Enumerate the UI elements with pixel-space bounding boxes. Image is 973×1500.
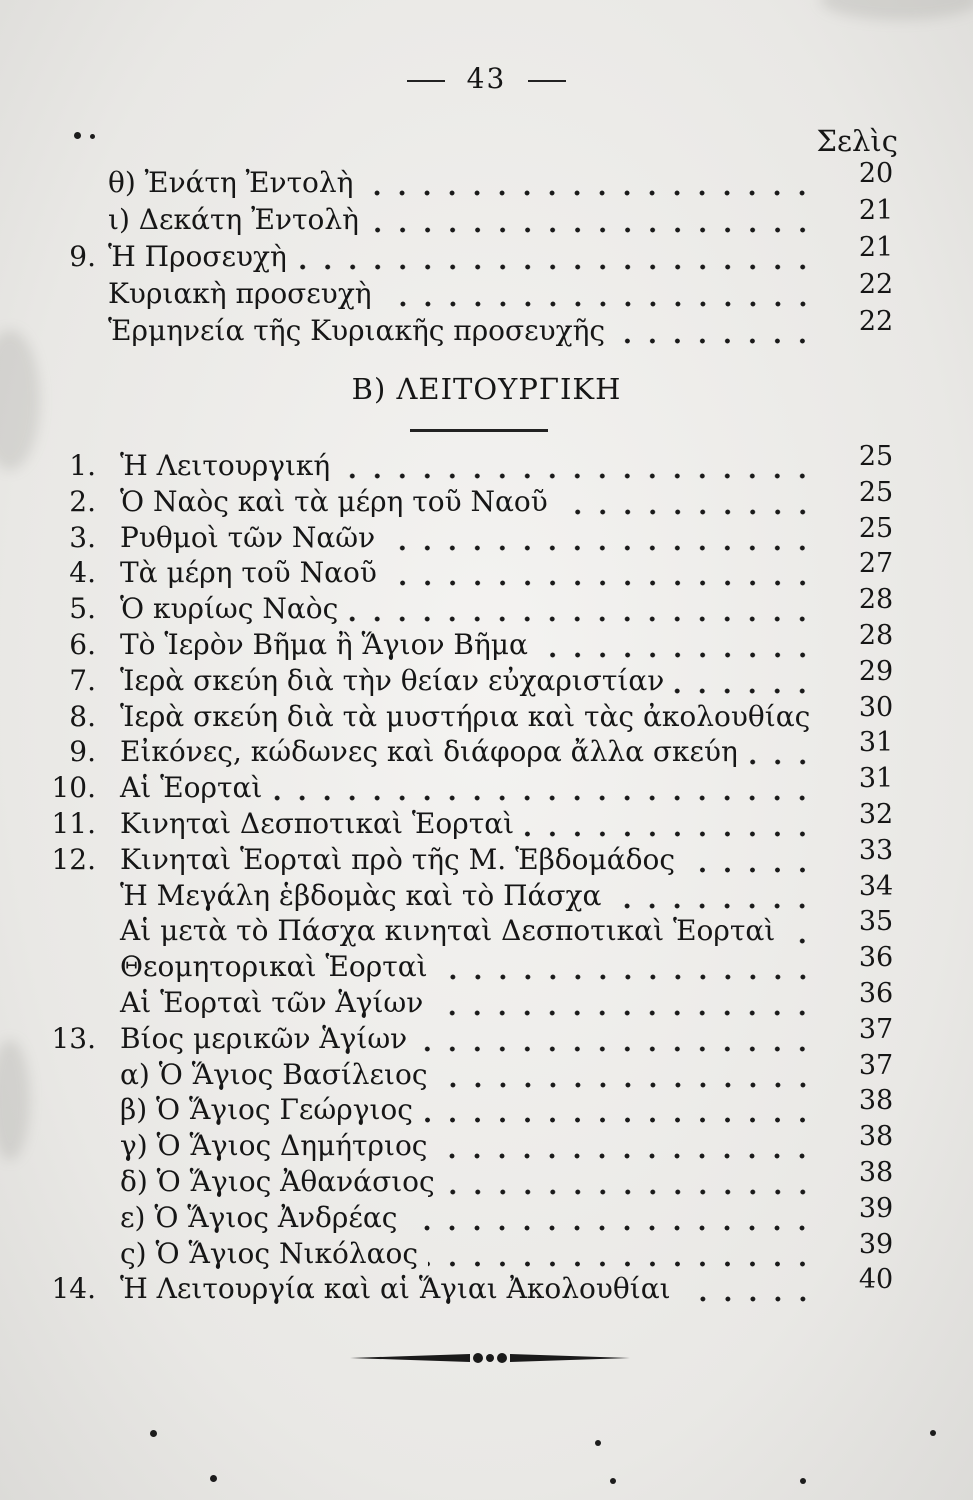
toc-dot-leader bbox=[272, 795, 815, 801]
print-speck bbox=[800, 1478, 806, 1484]
toc-entry-page: 28 bbox=[858, 620, 894, 651]
toc-entry bbox=[0, 799, 973, 847]
toc-entry-number: 6. bbox=[69, 628, 96, 661]
toc-dot-leader bbox=[407, 1225, 815, 1231]
toc-dot-leader bbox=[340, 473, 815, 479]
toc-entry-title: Αἱ Ἑορταὶ τῶν Ἁγίων bbox=[120, 986, 424, 1019]
toc-entry-title: Αἱ Ἑορταὶ bbox=[120, 771, 263, 805]
toc-dot-leader bbox=[538, 652, 815, 658]
toc-dot-leader bbox=[785, 938, 815, 944]
toc-dot-leader bbox=[438, 974, 815, 980]
toc-dot-leader bbox=[437, 1153, 815, 1159]
toc-entry bbox=[0, 1228, 973, 1277]
toc-dot-leader bbox=[369, 227, 815, 233]
pages-column-header: Σελὶς bbox=[816, 124, 898, 158]
toc-dot-leader bbox=[348, 616, 815, 622]
toc-dot-leader bbox=[558, 509, 815, 515]
toc-entry-number: 10. bbox=[51, 771, 96, 805]
print-speck bbox=[610, 1478, 616, 1484]
toc-dot-leader bbox=[363, 190, 815, 196]
print-speck bbox=[210, 1475, 217, 1482]
toc-entry-title: Θεομητορικαὶ Ἑορταὶ bbox=[120, 950, 428, 984]
toc-entry-page: 39 bbox=[858, 1192, 894, 1224]
toc-entry bbox=[0, 1013, 973, 1062]
toc-dot-leader bbox=[433, 1010, 815, 1016]
toc-entry-title: Κινηταὶ Δεσποτικαὶ Ἑορταὶ bbox=[120, 807, 515, 840]
toc-entry-title: β) Ὁ Ἅγιος Γεώργιος bbox=[120, 1093, 413, 1127]
toc-entry bbox=[0, 691, 973, 740]
toc-entry-page: 38 bbox=[858, 1157, 894, 1188]
toc-entry-page: 32 bbox=[858, 799, 894, 830]
ornament-right-taper bbox=[510, 1354, 630, 1362]
toc-entry-page: 29 bbox=[858, 655, 894, 687]
toc-entry-title: Ἑρμηνεία τῆς Κυριακῆς προσευχῆς bbox=[108, 314, 606, 347]
toc-dot-leader bbox=[674, 688, 815, 694]
toc-entry-title: Ρυθμοὶ τῶν Ναῶν bbox=[120, 520, 376, 554]
section-heading: Β) ΛΕΙΤΟΥΡΓΙΚΗ bbox=[351, 372, 622, 406]
page-number-text: 43 bbox=[466, 62, 507, 95]
toc-entry-page: 34 bbox=[858, 870, 894, 902]
toc-entry-number: 5. bbox=[69, 592, 96, 626]
toc-entry-page: 38 bbox=[858, 1121, 894, 1153]
toc-entry-number: 3. bbox=[69, 520, 96, 554]
toc-entry-page: 38 bbox=[858, 1085, 894, 1117]
toc-entry-title: Αἱ μετὰ τὸ Πάσχα κινηταὶ Δεσποτικαὶ Ἑορταὶ bbox=[120, 914, 776, 948]
toc-entry-number: 7. bbox=[69, 663, 96, 697]
print-speck bbox=[150, 1430, 157, 1437]
toc-entry bbox=[0, 158, 973, 206]
toc-entry bbox=[0, 232, 973, 280]
toc-dot-leader bbox=[748, 759, 815, 765]
toc-dot-leader bbox=[428, 1261, 815, 1267]
print-speck bbox=[74, 132, 81, 139]
toc-entry bbox=[0, 1192, 973, 1241]
toc-entry-number: 1. bbox=[69, 449, 96, 482]
toc-entry bbox=[0, 476, 973, 525]
toc-entry bbox=[0, 584, 973, 632]
toc-entry-number: 14. bbox=[51, 1272, 96, 1306]
toc-entry bbox=[0, 269, 973, 317]
toc-dot-leader bbox=[423, 1117, 815, 1123]
toc-entry-title: ς) Ὁ Ἅγιος Νικόλαος bbox=[120, 1236, 419, 1270]
toc-entry-page: 25 bbox=[858, 512, 894, 544]
toc-entry bbox=[0, 942, 973, 990]
toc-entry-title: γ) Ὁ Ἅγιος Δημήτριος bbox=[120, 1129, 428, 1163]
toc-entry bbox=[0, 727, 973, 775]
toc-entry-number: 11. bbox=[51, 807, 96, 840]
toc-entry-number: 2. bbox=[69, 484, 96, 518]
toc-entry bbox=[0, 978, 973, 1026]
toc-entry-page: 36 bbox=[858, 942, 894, 974]
toc-entry-number: 13. bbox=[51, 1021, 96, 1055]
toc-dot-leader bbox=[681, 1296, 815, 1302]
toc-dot-leader bbox=[382, 301, 815, 307]
toc-entry-page: 31 bbox=[858, 727, 894, 759]
toc-entry-page: 25 bbox=[858, 441, 894, 472]
toc-entry-title: ι) Δεκάτη Ἐντολὴ bbox=[108, 203, 359, 236]
toc-entry bbox=[0, 441, 973, 489]
toc-dot-leader bbox=[685, 867, 815, 873]
toc-entry-page: 21 bbox=[858, 195, 894, 226]
toc-entry-page: 39 bbox=[858, 1228, 894, 1260]
toc-entry-number: 8. bbox=[69, 699, 96, 733]
page-number bbox=[0, 62, 973, 95]
toc-entry bbox=[0, 1085, 973, 1133]
toc-entry-title: Κυριακὴ προσευχὴ bbox=[108, 277, 372, 310]
toc-entry-title: δ) Ὁ Ἅγιος Ἀθανάσιος bbox=[120, 1165, 435, 1198]
toc-entry-title: Τὸ Ἱερὸν Βῆμα ἢ Ἅγιον Βῆμα bbox=[120, 628, 528, 661]
toc-entry-page: 22 bbox=[858, 306, 894, 337]
toc-entry bbox=[0, 1121, 973, 1169]
toc-entry bbox=[0, 195, 973, 243]
toc-entry bbox=[0, 1157, 973, 1205]
toc-entry-title: Βίος μερικῶν Ἁγίων bbox=[120, 1021, 408, 1055]
toc-entry-title: Ὁ Ναὸς καὶ τὰ μέρη τοῦ Ναοῦ bbox=[120, 484, 548, 518]
toc-entry-title: Κινηταὶ Ἑορταὶ πρὸ τῆς Μ. Ἑβδομάδος bbox=[120, 842, 676, 876]
toc-entry bbox=[0, 834, 973, 883]
toc-dot-leader bbox=[417, 1046, 815, 1052]
toc-entry bbox=[0, 1049, 973, 1098]
toc-entry-page: 36 bbox=[858, 978, 894, 1009]
toc-entry-page: 33 bbox=[858, 834, 894, 866]
toc-entry-page: 37 bbox=[858, 1013, 894, 1045]
toc-entry-page: 21 bbox=[858, 232, 894, 263]
end-ornament bbox=[350, 1348, 630, 1368]
page-number-dash-right bbox=[528, 80, 566, 82]
toc-entry bbox=[0, 620, 973, 668]
toc-entry-number: 9. bbox=[69, 735, 96, 769]
toc-entry-title: Ὁ κυρίως Ναὸς bbox=[120, 592, 339, 626]
toc-dot-leader bbox=[297, 264, 815, 270]
toc-dot-leader bbox=[385, 545, 815, 551]
section-rule bbox=[410, 429, 548, 432]
ornament-left-taper bbox=[350, 1354, 470, 1362]
toc-entry-page: 30 bbox=[858, 691, 894, 723]
toc-entry-title: Ἡ Προσευχὴ bbox=[108, 240, 287, 273]
toc-entry-title: α) Ὁ Ἅγιος Βασίλειος bbox=[120, 1057, 428, 1091]
print-speck bbox=[595, 1440, 601, 1446]
toc-entry bbox=[0, 548, 973, 596]
toc-entry-page: 37 bbox=[858, 1049, 894, 1081]
toc-entry-title: ε) Ὁ Ἅγιος Ἀνδρέας bbox=[120, 1200, 398, 1234]
toc-entry bbox=[0, 1264, 973, 1312]
toc-entry bbox=[0, 870, 973, 919]
toc-dot-leader bbox=[615, 338, 815, 344]
toc-entry-page: 20 bbox=[858, 158, 894, 189]
toc-entry-page: 35 bbox=[858, 906, 894, 938]
toc-entry-number: 4. bbox=[69, 556, 96, 590]
toc-entry-title: Ἱερὰ σκεύη διὰ τὴν θείαν εὐχαριστίαν bbox=[120, 663, 665, 697]
ornament-center-right bbox=[497, 1353, 507, 1363]
print-speck bbox=[930, 1430, 936, 1436]
toc-entry-page: 25 bbox=[858, 476, 894, 508]
toc-dot-leader bbox=[611, 903, 815, 909]
toc-entry-title: θ) Ἐνάτη Ἐντολὴ bbox=[108, 166, 354, 199]
toc-entry-title: Εἰκόνες, κώδωνες καὶ διάφορα ἄλλα σκεύη bbox=[120, 735, 738, 769]
toc-entry-number: 9. bbox=[69, 240, 96, 273]
page-number-dash-left bbox=[407, 80, 445, 82]
toc-entry-title: Ἡ Λειτουργία καὶ αἱ Ἅγιαι Ἀκολουθίαι bbox=[120, 1272, 671, 1306]
print-speck bbox=[90, 134, 95, 139]
toc-dot-leader bbox=[445, 1189, 815, 1195]
toc-entry-title: Τὰ μέρη τοῦ Ναοῦ bbox=[120, 556, 377, 590]
paper-stain bbox=[820, 0, 973, 20]
toc-entry-title: Ἡ Λειτουργική bbox=[120, 449, 331, 482]
toc-dot-leader bbox=[524, 831, 815, 837]
toc-entry bbox=[0, 306, 973, 354]
toc-dot-leader bbox=[387, 580, 815, 586]
toc-entry-page: 31 bbox=[858, 763, 894, 795]
toc-entry bbox=[0, 763, 973, 811]
ornament-center bbox=[486, 1354, 494, 1362]
toc-entry-page: 22 bbox=[858, 269, 894, 300]
toc-entry-page: 27 bbox=[858, 548, 894, 580]
toc-entry bbox=[0, 655, 973, 704]
ornament-center-left bbox=[473, 1353, 483, 1363]
toc-entry-page: 40 bbox=[858, 1264, 894, 1296]
toc-entry-number: 12. bbox=[51, 842, 96, 876]
toc-entry bbox=[0, 512, 973, 561]
toc-dot-leader bbox=[438, 1082, 815, 1088]
toc-entry-title: Ἱερὰ σκεύη διὰ τὰ μυστήρια καὶ τὰς ἀκολουθίας bbox=[120, 699, 811, 733]
toc-entry-page: 28 bbox=[858, 584, 894, 616]
toc-entry-title: Ἡ Μεγάλη ἑβδομὰς καὶ τὸ Πάσχα bbox=[120, 878, 602, 912]
toc-entry bbox=[0, 906, 973, 954]
